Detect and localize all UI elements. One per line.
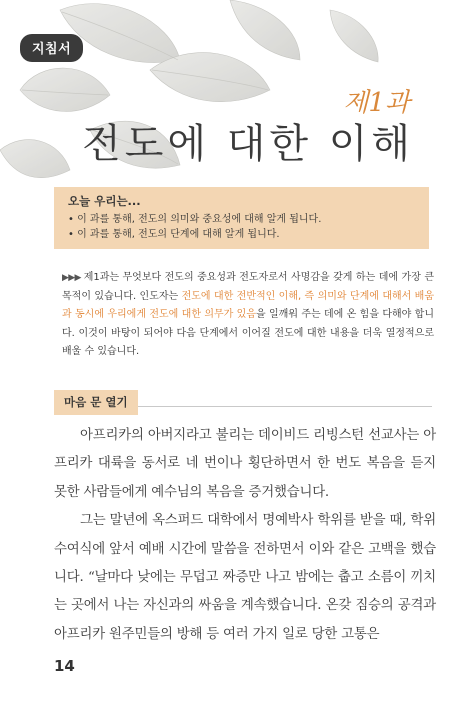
objectives-heading: 오늘 우리는... [68,194,141,208]
objective-item: • 이 과를 통해, 전도의 단계에 대해 알게 됩니다. [68,229,280,240]
section-heading: 마음 문 열기 [54,390,138,415]
body-text [54,422,436,649]
objective-item: • 이 과를 통해, 전도의 의미와 중요성에 대해 알게 됩니다. [68,214,322,225]
triple-arrow-icon: ▶▶▶ [62,273,81,283]
intro-paragraph [62,269,434,362]
lesson-number: 제1과 [343,88,410,118]
intro-text: 제1과는 무엇보다 전도의 중요성과 전도자로서 사명감을 갖게 하는 데에 가장 큰 목적이 있습니다. 인도자는 [62,272,434,302]
body-paragraph: 그는 말년에 옥스퍼드 대학에서 명예박사 학위를 받을 때, 학위 수여식에 앞서 예배 시간에 말씀을 전하면서 이와 같은 고백을 했습니다. “날마다 낮에는 무덥고 짜증만 나고 밤에는 춥고 소름이 끼치는 곳에서 나는 자신과의 싸움을 계속했습니다. 온갖 짐승의 공격과 아프리카 원주민들의 방해 등 여러 가지 일로 당한 고통은 [54,513,436,642]
guide-badge: 지침서 [20,34,83,62]
objectives-box [54,187,429,249]
intro-highlight: 전도에 대한 전반적인 이해, 즉 의미와 단계에 대해서 배움과 동시에 우리에게 전도에 대한 의무가 있음 [62,290,434,321]
intro-text-end: 을 일깨워 주는 데에 온 힘을 다해야 합니다. 이것이 바탕이 되어야 다음 단계에서 이어질 전도에 대한 내용을 더욱 열정적으로 배울 수 있습니다. [62,309,434,358]
page-title: 전도에 대한 이해 [82,121,414,167]
body-paragraph: 아프리카의 아버지라고 불리는 데이비드 리빙스턴 선교사는 아프리카 대륙을 동서로 네 번이나 횡단하면서 한 번도 복음을 듣지 못한 사람들에게 예수님의 복음을 증거했습니다. [54,428,436,500]
page-number: 14 [54,657,75,675]
